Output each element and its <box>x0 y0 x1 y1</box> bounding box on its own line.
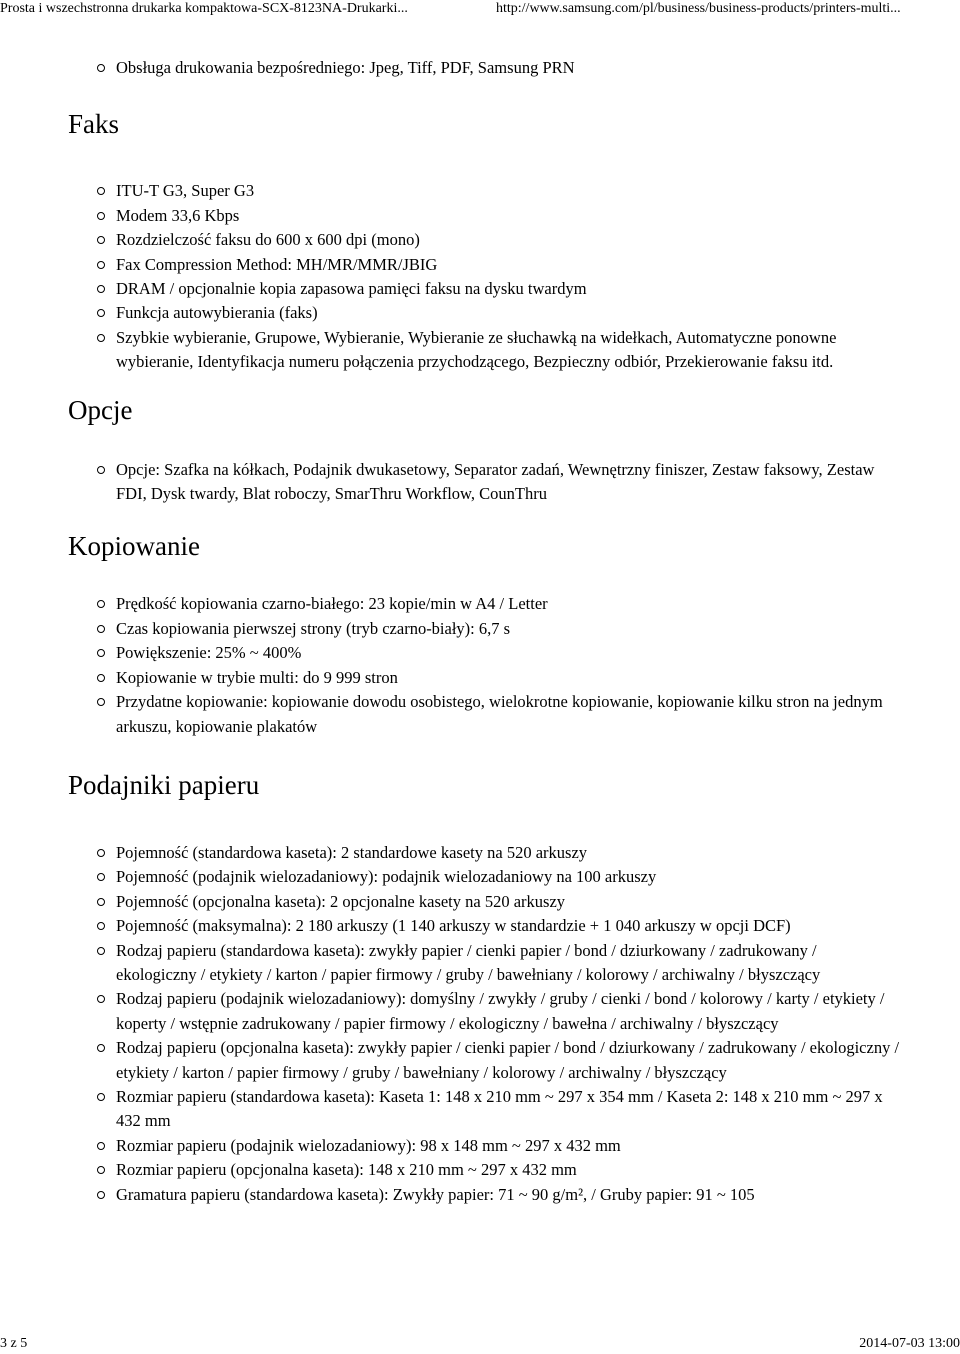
opcje-list <box>68 458 900 507</box>
faks-list <box>68 179 900 374</box>
section-heading-podajniki-papieru: Podajniki papieru <box>68 769 260 800</box>
list-item: Rozmiar papieru (podajnik wielozadaniowy): 98 x 148 mm ~ 297 x 432 mm <box>116 1134 900 1158</box>
page-number: 3 z 5 <box>0 1336 28 1351</box>
kopiowanie-list <box>68 592 900 738</box>
list-item: DRAM / opcjonalnie kopia zapasowa pamięci faksu na dysku twardym <box>116 277 900 301</box>
print-header <box>0 0 960 18</box>
list-item: Przydatne kopiowanie: kopiowanie dowodu osobistego, wielokrotne kopiowanie, kopiowanie kilku stron na jednym arkuszu, kopiowanie plakatów <box>116 690 900 739</box>
list-item: Rozmiar papieru (opcjonalna kaseta): 148 x 210 mm ~ 297 x 432 mm <box>116 1158 900 1182</box>
list-item: Szybkie wybieranie, Grupowe, Wybieranie, Wybieranie ze słuchawką na widełkach, Automatyczne ponowne wybieranie, Identyfikacja numeru połączenia przychodzącego, Bezpieczny odbiór, Przekierowanie faksu itd. <box>116 326 900 375</box>
list-item: Modem 33,6 Kbps <box>116 204 900 228</box>
list-item: Pojemność (opcjonalna kaseta): 2 opcjonalne kasety na 520 arkuszy <box>116 890 900 914</box>
print-datetime: 2014-07-03 13:00 <box>859 1336 960 1351</box>
list-item: Rozmiar papieru (standardowa kaseta): Kaseta 1: 148 x 210 mm ~ 297 x 354 mm / Kaseta 2: 148 x 210 mm ~ 297 x 432 mm <box>116 1085 900 1134</box>
list-item: Prędkość kopiowania czarno-białego: 23 kopie/min w A4 / Letter <box>116 592 900 616</box>
list-item: Pojemność (standardowa kaseta): 2 standardowe kasety na 520 arkuszy <box>116 841 900 865</box>
list-item: Rodzaj papieru (opcjonalna kaseta): zwykły papier / cienki papier / bond / dziurkowany / zadrukowany / ekologiczny / etykiety / karton / papier firmowy / gruby / bawełniany / kolorowy / archiwalny / błyszczący <box>116 1036 900 1085</box>
list-item: Czas kopiowania pierwszej strony (tryb czarno-biały): 6,7 s <box>116 617 900 641</box>
document-content <box>68 40 900 1207</box>
list-item: Opcje: Szafka na kółkach, Podajnik dwukasetowy, Separator zadań, Wewnętrzny finiszer, Zestaw faksowy, Zestaw FDI, Dysk twardy, Blat roboczy, SmarThru Workflow, CounThru <box>116 458 900 507</box>
section-heading-faks: Faks <box>68 109 120 140</box>
intro-list <box>68 56 900 80</box>
list-item: Rozdzielczość faksu do 600 x 600 dpi (mono) <box>116 228 900 252</box>
list-item: Fax Compression Method: MH/MR/MMR/JBIG <box>116 253 900 277</box>
list-item: Pojemność (podajnik wielozadaniowy): podajnik wielozadaniowy na 100 arkuszy <box>116 865 900 889</box>
list-item: ITU-T G3, Super G3 <box>116 179 900 203</box>
list-item: Powiększenie: 25% ~ 400% <box>116 641 900 665</box>
section-heading-kopiowanie: Kopiowanie <box>68 531 200 562</box>
print-header-url: http://www.samsung.com/pl/business/business-products/printers-multi... <box>496 1 901 16</box>
print-header-title: Prosta i wszechstronna drukarka kompaktowa-SCX-8123NA-Drukarki... <box>0 1 408 16</box>
list-item: Gramatura papieru (standardowa kaseta): Zwykły papier: 71 ~ 90 g/m², / Gruby papier: 91 ~ 105 <box>116 1183 900 1207</box>
section-heading-opcje: Opcje <box>68 394 133 425</box>
list-item: Funkcja autowybierania (faks) <box>116 301 900 325</box>
podajniki-papieru-list <box>68 841 900 1207</box>
print-footer <box>0 1334 960 1354</box>
list-item: Rodzaj papieru (podajnik wielozadaniowy): domyślny / zwykły / gruby / cienki / bond / kolorowy / karty / etykiety / koperty / wstępnie zadrukowany / papier firmowy / ekologiczny / bawełna / archiwalny / błyszczący <box>116 987 900 1036</box>
list-item: Obsługa drukowania bezpośredniego: Jpeg, Tiff, PDF, Samsung PRN <box>116 56 900 80</box>
list-item: Rodzaj papieru (standardowa kaseta): zwykły papier / cienki papier / bond / dziurkowany / zadrukowany / ekologiczny / etykiety / karton / papier firmowy / gruby / bawełniany / kolorowy / archiwalny / błyszczący <box>116 939 900 988</box>
list-item: Pojemność (maksymalna): 2 180 arkuszy (1 140 arkuszy w standardzie + 1 040 arkuszy w opcji DCF) <box>116 914 900 938</box>
list-item: Kopiowanie w trybie multi: do 9 999 stron <box>116 666 900 690</box>
